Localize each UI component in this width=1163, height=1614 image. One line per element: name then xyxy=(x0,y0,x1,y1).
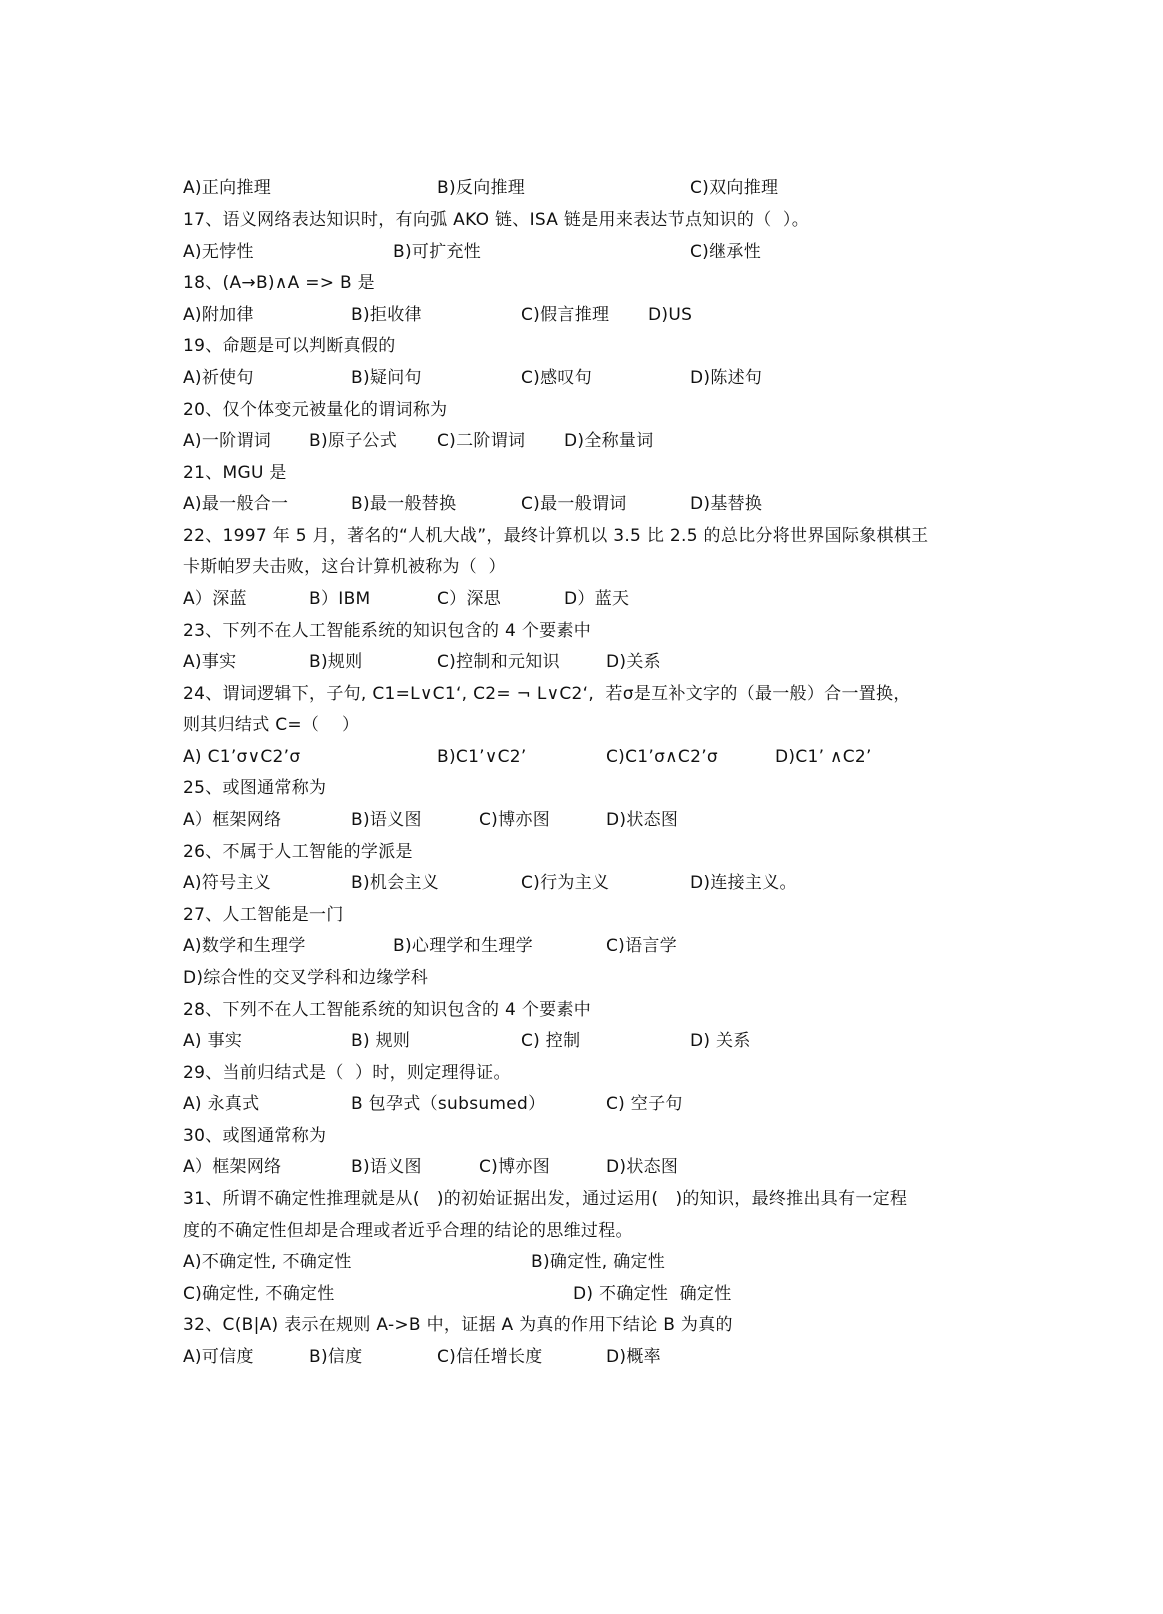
question-18: 18、(A→B)∧A => B 是 xyxy=(183,273,375,293)
option-a: A) C1’σ∨C2’σ xyxy=(183,747,301,767)
option-b: B)规则 xyxy=(309,652,363,672)
option-c: C)最一般谓词 xyxy=(521,494,627,514)
question-31-line-2: 度的不确定性但却是合理或者近乎合理的结论的思维过程。 xyxy=(183,1221,633,1241)
question-29: 29、当前归结式是（ ）时，则定理得证。 xyxy=(183,1063,511,1083)
option-b: B) 规则 xyxy=(351,1031,411,1051)
option-b: B)C1’∨C2’ xyxy=(437,747,527,767)
option-b: B)信度 xyxy=(309,1347,363,1367)
option-d: D) 关系 xyxy=(690,1031,751,1051)
option-d: D)US xyxy=(648,305,693,325)
option-a: A)数学和生理学 xyxy=(183,936,306,956)
option-b: B)机会主义 xyxy=(351,873,440,893)
option-c: C)语言学 xyxy=(606,936,678,956)
option-c: C)双向推理 xyxy=(690,178,779,198)
option-c: C)感叹句 xyxy=(521,368,593,388)
option-d: D)基替换 xyxy=(690,494,763,514)
option-c: C）深思 xyxy=(437,589,502,609)
option-d: D)状态图 xyxy=(606,810,679,830)
option-d: D)C1’ ∧C2’ xyxy=(775,747,872,767)
option-a: A)事实 xyxy=(183,652,237,672)
option-a: A) 永真式 xyxy=(183,1094,260,1114)
option-d: D)概率 xyxy=(606,1347,661,1367)
question-23: 23、下列不在人工智能系统的知识包含的 4 个要素中 xyxy=(183,621,592,641)
question-25: 25、或图通常称为 xyxy=(183,778,327,798)
option-c: C)控制和元知识 xyxy=(437,652,560,672)
option-a: A)正向推理 xyxy=(183,178,272,198)
option-b: B)语义图 xyxy=(351,1157,422,1177)
option-a: A)一阶谓词 xyxy=(183,431,272,451)
option-d: D)状态图 xyxy=(606,1157,679,1177)
option-a: A）框架网络 xyxy=(183,1157,282,1177)
option-b: B)可扩充性 xyxy=(393,242,482,262)
question-30: 30、或图通常称为 xyxy=(183,1126,327,1146)
option-b: B)确定性, 确定性 xyxy=(531,1252,666,1272)
option-a: A)符号主义 xyxy=(183,873,272,893)
question-21: 21、MGU 是 xyxy=(183,463,287,483)
option-c: C) 控制 xyxy=(521,1031,581,1051)
option-a: A)祈使句 xyxy=(183,368,254,388)
option-c: C)二阶谓词 xyxy=(437,431,526,451)
question-22-line-2: 卡斯帕罗夫击败，这台计算机被称为（ ） xyxy=(183,557,506,577)
option-b: B)心理学和生理学 xyxy=(393,936,533,956)
option-b: B)反向推理 xyxy=(437,178,526,198)
option-a: A) 事实 xyxy=(183,1031,243,1051)
question-17: 17、语义网络表达知识时，有向弧 AKO 链、ISA 链是用来表达节点知识的（ ）。 xyxy=(183,210,810,230)
option-d: D)陈述句 xyxy=(690,368,763,388)
question-32: 32、C(B|A) 表示在规则 A->B 中，证据 A 为真的作用下结论 B 为真的 xyxy=(183,1315,733,1335)
question-22-line-1: 22、1997 年 5 月，著名的“人机大战”，最终计算机以 3.5 比 2.5 的总比分将世界国际象棋棋王 xyxy=(183,526,929,546)
option-c: C)继承性 xyxy=(690,242,762,262)
option-b: B）IBM xyxy=(309,589,371,609)
option-d: D)连接主义。 xyxy=(690,873,797,893)
question-24-line-1: 24、谓词逻辑下，子句, C1=L∨C1‘, C2= ¬ L∨C2‘, 若σ是互补文字的（最一般）合一置换， xyxy=(183,684,911,704)
option-b: B)语义图 xyxy=(351,810,422,830)
option-d: D) 不确定性 确定性 xyxy=(573,1284,732,1304)
option-c: C) 空子句 xyxy=(606,1094,683,1114)
option-a: A)最一般合一 xyxy=(183,494,289,514)
option-c: C)信任增长度 xyxy=(437,1347,543,1367)
option-a: A）深蓝 xyxy=(183,589,247,609)
question-20: 20、仅个体变元被量化的谓词称为 xyxy=(183,400,448,420)
question-26: 26、不属于人工智能的学派是 xyxy=(183,842,413,862)
question-27: 27、人工智能是一门 xyxy=(183,905,344,925)
option-d: D)综合性的交叉学科和边缘学科 xyxy=(183,968,429,988)
option-c: C)行为主义 xyxy=(521,873,610,893)
option-a: A)可信度 xyxy=(183,1347,254,1367)
option-b: B)原子公式 xyxy=(309,431,398,451)
option-a: A)无悖性 xyxy=(183,242,254,262)
option-b: B)拒收律 xyxy=(351,305,422,325)
option-a: A)附加律 xyxy=(183,305,254,325)
option-c: C)博亦图 xyxy=(479,1157,551,1177)
option-b: B)最一般替换 xyxy=(351,494,457,514)
option-c: C)博亦图 xyxy=(479,810,551,830)
option-c: C)C1’σ∧C2’σ xyxy=(606,747,718,767)
option-d: D）蓝天 xyxy=(564,589,630,609)
option-a: A）框架网络 xyxy=(183,810,282,830)
question-31-line-1: 31、所谓不确定性推理就是从( )的初始证据出发，通过运用( )的知识，最终推出具有一定程 xyxy=(183,1189,908,1209)
option-c: C)确定性, 不确定性 xyxy=(183,1284,335,1304)
question-28: 28、下列不在人工智能系统的知识包含的 4 个要素中 xyxy=(183,1000,592,1020)
option-c: C)假言推理 xyxy=(521,305,610,325)
question-19: 19、命题是可以判断真假的 xyxy=(183,336,396,356)
option-b: B 包孕式（subsumed） xyxy=(351,1094,546,1114)
option-d: D)全称量词 xyxy=(564,431,654,451)
option-d: D)关系 xyxy=(606,652,661,672)
question-24-line-2: 则其归结式 C=（ ） xyxy=(183,715,360,735)
option-b: B)疑问句 xyxy=(351,368,422,388)
option-a: A)不确定性, 不确定性 xyxy=(183,1252,352,1272)
